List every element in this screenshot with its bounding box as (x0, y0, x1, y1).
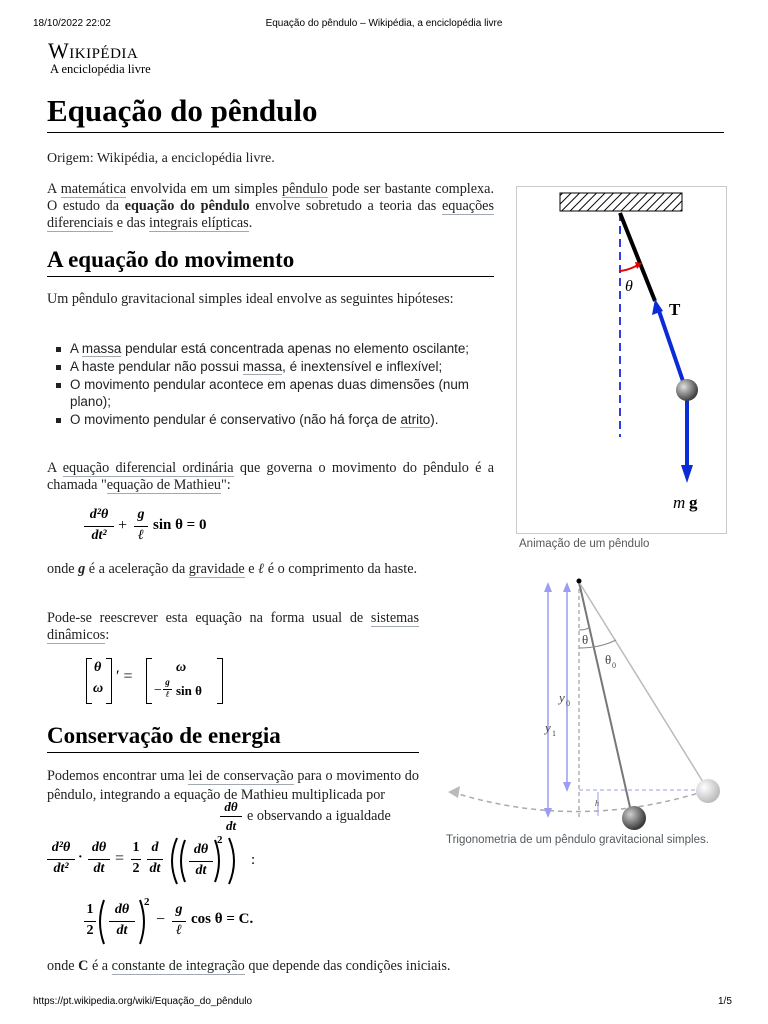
equation-identity: d²θ dt² · dθ dt = 1 2 d dt dθ dt 2 : (47, 838, 277, 888)
angle-arc (620, 265, 638, 271)
link-integrais-elipticas[interactable]: integrais elípticas (149, 215, 249, 231)
y1-arrowhead-top (544, 582, 552, 592)
label-mass: m (673, 493, 686, 512)
page-title-block (47, 93, 724, 133)
page-title: Equação do pêndulo (47, 93, 318, 128)
print-page-title: Equação do pêndulo – Wikipédia, a enciclopédia livre (265, 18, 503, 29)
label-theta: θ (625, 278, 633, 295)
label-y1-sub: 1 (552, 729, 556, 738)
link-constante-integracao[interactable]: constante de integração (111, 958, 245, 974)
ceiling-support (560, 193, 682, 211)
y0-arrowhead-bottom (563, 782, 571, 792)
equation-energy: 1 2 dθ dt 2 − g ℓ cos θ = C. (84, 898, 284, 946)
swing-arrowhead-left (448, 786, 460, 798)
trigonometry-diagram (440, 570, 730, 830)
label-theta: θ (582, 632, 589, 647)
y1-arrowhead-bottom (544, 808, 552, 818)
y0-arrowhead-top (563, 582, 571, 592)
intro-paragraph: A matemática envolvida em um simples pêndulo pode ser bastante complexa. O estudo da equação do pêndulo envolve sobretudo a teoria das equações diferenciais e das integrais elípticas. (47, 181, 494, 231)
section1-paragraph-3: onde g é a aceleração da gravidade e ℓ é o comprimento da haste. (47, 561, 418, 577)
link-equacoes-diferenciais[interactable]: equações diferenciais (47, 198, 494, 231)
list-item: A haste pendular não possui massa, é inextensível e inflexível; (70, 358, 488, 375)
link-massa[interactable]: massa (81, 341, 122, 356)
label-y1: y (545, 720, 551, 735)
equation-dynamical-system: θ ω ′ = ω − g ℓ sin θ (86, 656, 236, 706)
list-item: O movimento pendular é conservativo (não há força de atrito). (70, 411, 488, 428)
logo-wordmark: Wikipédia (48, 38, 139, 63)
origin-note: Origem: Wikipédia, a enciclopédia livre. (47, 151, 275, 166)
label-gravity: g (689, 493, 698, 512)
bob-current (622, 806, 646, 830)
pendulum-diagram (517, 187, 726, 533)
link-massa-2[interactable]: massa (242, 359, 283, 374)
tension-vector (659, 311, 685, 387)
label-y0-sub: 0 (566, 699, 570, 708)
link-edo[interactable]: equação diferencial ordinária (62, 460, 234, 476)
label-theta0-sub: 0 (612, 661, 616, 670)
wikipedia-logo[interactable] (48, 40, 151, 77)
print-page-number: 1/5 (718, 996, 732, 1007)
section-heading-movimento: A equação do movimento (47, 247, 494, 277)
list-item: A massa pendular está concentrada apenas no elemento oscilante; (70, 340, 488, 357)
weight-arrowhead (681, 465, 693, 483)
label-tension: T (669, 300, 681, 319)
link-atrito[interactable]: atrito (400, 412, 431, 427)
list-item: O movimento pendular acontece em apenas duas dimensões (num plano); (70, 376, 488, 410)
label-y0: y (559, 690, 565, 705)
hypotheses-list (48, 340, 488, 429)
link-matematica[interactable]: matemática (60, 181, 127, 197)
section-heading-conservacao: Conservação de energia (47, 723, 419, 753)
inline-fraction-dtheta-dt: dθ dt (220, 799, 242, 839)
label-theta0: θ (605, 652, 612, 667)
print-url: https://pt.wikipedia.org/wiki/Equação_do_pêndulo (33, 996, 253, 1007)
rod-initial (579, 582, 708, 790)
section2-paragraph-2: onde C é a constante de integração que depende das condições iniciais. (47, 958, 451, 974)
link-gravidade[interactable]: gravidade (188, 561, 245, 577)
link-lei-conservacao[interactable]: lei de conservação (188, 768, 294, 784)
label-h: h (595, 799, 599, 808)
figure-pendulum-animation[interactable] (516, 186, 727, 534)
section1-paragraph-4: Pode-se reescrever esta equação na forma usual de sistemas dinâmicos: (47, 610, 419, 643)
link-pendulo[interactable]: pêndulo (282, 181, 328, 197)
link-sistemas-dinamicos[interactable]: sistemas dinâmicos (47, 610, 419, 643)
section2-paragraph-1-end: e observando a igualdade (247, 808, 391, 824)
bob-initial (696, 779, 720, 803)
equation-motion: d²θ dt² + g ℓ sin θ = 0 (84, 507, 284, 551)
figure-1-caption: Animação de um pêndulo (519, 538, 650, 550)
section2-paragraph-1: Podemos encontrar uma lei de conservação para o movimento do pêndulo, integrando a equação de Mathieu multiplicada por (47, 768, 419, 803)
figure-2-caption: Trigonometria de um pêndulo gravitacional simples. (446, 834, 709, 846)
logo-tagline: A enciclopédia livre (50, 62, 151, 76)
print-datetime: 18/10/2022 22:02 (33, 18, 111, 29)
rod-deflected (579, 582, 632, 816)
pivot-point (577, 579, 582, 584)
section1-lead: Um pêndulo gravitacional simples ideal envolve as seguintes hipóteses: (47, 291, 454, 307)
link-equacao-mathieu[interactable]: equação de Mathieu (106, 477, 221, 493)
section1-paragraph-2: A equação diferencial ordinária que governa o movimento do pêndulo é a chamada "equação de Mathieu": (47, 460, 494, 493)
swing-arc (452, 790, 708, 812)
pendulum-bob (676, 379, 698, 401)
figure-pendulum-trigonometry[interactable] (440, 570, 730, 830)
